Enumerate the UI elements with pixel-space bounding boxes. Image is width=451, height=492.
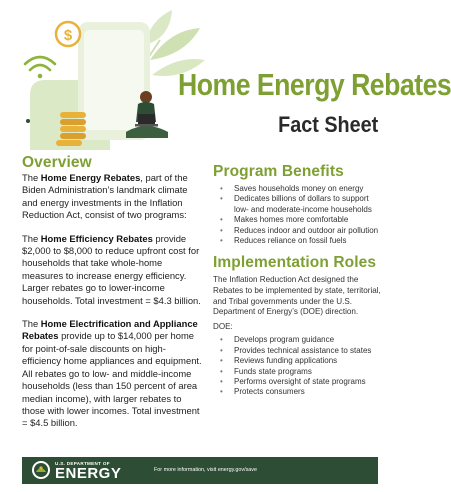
overview-paragraph-1 [22, 172, 202, 222]
list-item: • Reduces reliance on fossil fuels [213, 236, 385, 246]
right-column [213, 163, 385, 398]
list-item: • Makes homes more comfortable [213, 215, 385, 225]
text-fragment: The [22, 232, 41, 244]
list-item: • Performs oversight of state programs [213, 377, 385, 387]
list-item: • Protects consumers [213, 387, 385, 397]
overview-section [22, 154, 202, 430]
doe-label: DOE: [213, 321, 233, 331]
benefits-list [213, 184, 385, 246]
roles-heading: Implementation Roles [213, 254, 377, 272]
list-item: • Reviews funding applications [213, 356, 385, 366]
list-item: • Saves households money on energy [213, 184, 385, 194]
text-fragment: The [22, 172, 41, 183]
list-item: • Reduces indoor and outdoor air pollution [213, 226, 385, 236]
overview-heading: Overview [22, 154, 92, 171]
footer-text: For more information, visit [154, 467, 218, 473]
dollar-sign-icon [56, 22, 80, 46]
text-fragment: provide up to $14,000 per home for point-of-sale discounts on high-efficiency home appliances and equipment. All rebates go to low- and middle-income households (less than 150 percent of area median income), with larger rebates to those with lower incomes. Total investment = $4.5 billion. [22, 330, 202, 429]
list-item: • Develops program guidance [213, 335, 385, 345]
list-item: • Dedicates billions of dollars to support low- and moderate-income households [213, 194, 385, 215]
benefits-heading: Program Benefits [213, 163, 344, 180]
list-item: • Funds state programs [213, 367, 385, 377]
wifi-icon [25, 57, 55, 78]
text-fragment: provide $2,000 to $8,000 to reduce upfront cost for households that take whole-home measures to increase energy efficiency. Larger rebates go to lower-income households. Total investment = $4.3 billion. [22, 232, 201, 306]
text-fragment: The [22, 318, 41, 330]
page-title: Home Energy Rebates [178, 67, 451, 102]
laptop-icon [135, 114, 158, 127]
roles-list [213, 335, 385, 397]
overview-paragraph-2 [22, 233, 202, 307]
text-fragment: , part of the Biden Administration’s landmark climate and energy investments in the Inflation Reduction Act, consist of two programs: [22, 172, 188, 221]
department-label: U.S. DEPARTMENT OF [55, 461, 110, 466]
doe-seal-icon [31, 460, 51, 480]
page-subtitle: Fact Sheet [277, 112, 378, 137]
svg-text:$: $ [63, 27, 73, 44]
footer-bar [22, 457, 378, 484]
program-name: Home Efficiency Rebates [40, 232, 153, 244]
overview-paragraph-3 [22, 318, 202, 430]
program-name: Home Energy Rebates [40, 172, 141, 183]
program-name: Home Electrification and Appliance Rebates [22, 318, 198, 342]
info-link[interactable]: energy.gov/save [217, 467, 257, 473]
hero-illustration [0, 0, 451, 150]
footer-info [154, 467, 257, 473]
department-name: ENERGY [55, 465, 122, 482]
roles-intro: The Inflation Reduction Act designed the Rebates to be implemented by state, territorial, and Tribal governments under the U.S. Department of Energy’s (DOE) direction. [213, 275, 381, 317]
list-item: • Provides technical assistance to states [213, 346, 385, 356]
